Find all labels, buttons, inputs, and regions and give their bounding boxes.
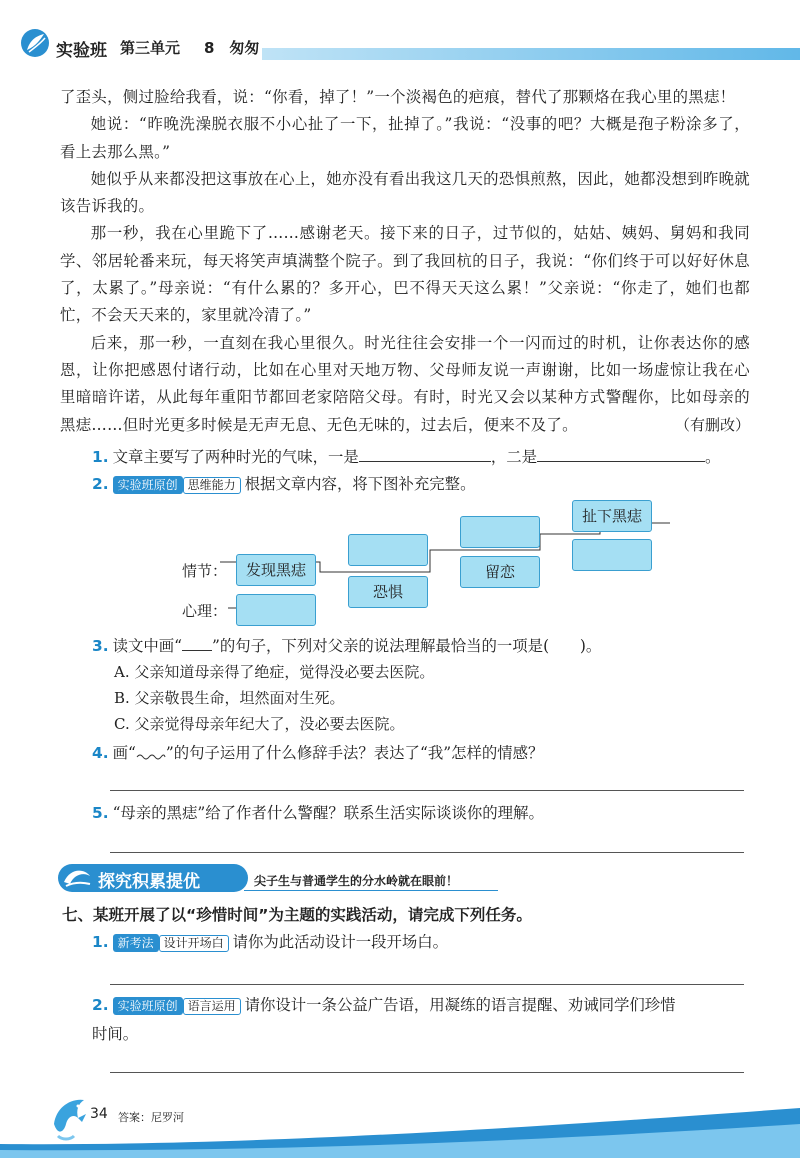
passage-paragraph: 后来，那一秒，一直刻在我心里很久。时光往往会安排一个一闪而过的时机，让你表达你的感恩，让你把感恩付诸行动，比如在心里对天地万物、父母师友说一声谢谢，比如一场虚惊让我在心里暗暗许诺，从此每年重阳节都回老家陪陪父母。有时，时光又会以某种方式警醒你，比如母亲的黑痣……但时光更多时候是无声无息、无色无味的，过去后，便来不及了。: [60, 333, 750, 434]
wave-logo-icon: [62, 866, 92, 890]
passage-paragraph: 了歪头，侧过脸给我看，说：“你看，掉了！”一个淡褐色的疤痕，替代了那颗烙在我心里的黑痣！: [60, 88, 736, 106]
passage-paragraph: 那一秒，我在心里跪下了……感谢老天。接下来的日子，过节似的，姑姑、姨妈、舅妈和我同学、邻居轮番来玩，每天将笑声填满整个院子。到了我回杭的日子，我说：“你们终于可以好好休息了，太累了。”母亲说：“有什么累的？多开心，巴不得天天这么累！”父亲说：“你走了，她们也都忙，不会天天来的，家里就冷清了。”: [60, 224, 750, 325]
answer-box-plot-3[interactable]: [460, 516, 540, 548]
answer-line-task1[interactable]: [110, 984, 744, 985]
box-discover-mole: 发现黑痣: [236, 554, 316, 586]
tag-original: 实验班原创: [113, 997, 183, 1015]
question-number: 2.: [92, 996, 109, 1014]
question-text: 画“: [112, 744, 136, 762]
question-text: ，二是: [490, 448, 538, 466]
question-number: 1.: [92, 448, 109, 466]
box-fear: 恐惧: [348, 576, 428, 608]
passage-paragraph: 她说：“昨晚洗澡脱衣服不小心扯了一下，扯掉了。”我说：“没事的吧？大概是孢子粉涂多了，看上去那么黑。”: [60, 115, 750, 161]
question-number: 4.: [92, 744, 109, 762]
question-text: 根据文章内容，将下图补充完整。: [244, 475, 476, 493]
question-text: ”的句子，下列对父亲的说法理解最恰当的一项是( )。: [212, 637, 602, 655]
answer-line-q4[interactable]: [110, 790, 744, 791]
header-decor-bar: [262, 48, 800, 60]
option-c[interactable]: C. 父亲觉得母亲年纪大了，没必要去医院。: [114, 715, 405, 733]
passage-paragraph: 她似乎从来都没把这事放在心上，她亦没有看出我这几天的恐惧煎熬，因此，她都没想到昨晚就该告诉我的。: [60, 169, 750, 216]
tag-original: 实验班原创: [113, 476, 183, 494]
box-linger: 留恋: [460, 556, 540, 588]
question-text: 。: [705, 448, 721, 466]
source-note: （有删改）: [674, 416, 750, 434]
box-pull-off-mole: 扯下黑痣: [572, 500, 652, 532]
wavy-underline-icon: [136, 747, 166, 761]
section-title: 七、某班开展了以“珍惜时间”为主题的实践活动，请完成下列任务。: [62, 906, 532, 924]
question-text: 请你设计一条公益广告语，用凝练的语言提醒、劝诫同学们珍惜: [244, 996, 676, 1014]
banner-title: 探究积累提优: [98, 872, 200, 892]
banner-slogan: 尖子生与普通学生的分水岭就在眼前！: [254, 874, 459, 888]
tag-skill: 思维能力: [183, 477, 241, 494]
option-b[interactable]: B. 父亲敬畏生命，坦然面对生死。: [114, 689, 345, 707]
tag-skill: 语言运用: [183, 998, 241, 1015]
row-label-mind: 心理：: [182, 602, 228, 620]
answer-blank[interactable]: [537, 446, 705, 462]
answer-note: 答案：尼罗河: [118, 1111, 184, 1124]
answer-box-mind-1[interactable]: [236, 594, 316, 626]
answer-box-plot-2[interactable]: [348, 534, 428, 566]
task-1: [92, 930, 448, 954]
header-lesson: 8 匆匆: [204, 39, 260, 57]
plot-emotion-diagram: [170, 492, 670, 642]
header-title: 实验班: [56, 41, 107, 61]
section-banner: [58, 864, 508, 894]
header-unit: 第三单元: [120, 39, 181, 57]
question-number: 5.: [92, 804, 109, 822]
page-header: [0, 0, 800, 70]
question-number: 3.: [92, 637, 109, 655]
tag-skill: 设计开场白: [159, 935, 229, 952]
answer-blank[interactable]: [359, 446, 491, 462]
option-a[interactable]: A. 父亲知道母亲得了绝症，觉得没必要去医院。: [114, 663, 435, 681]
row-label-plot: 情节：: [182, 562, 228, 580]
question-3: [92, 634, 601, 658]
dolphin-icon: [48, 1094, 90, 1144]
reading-passage: [60, 84, 750, 439]
question-5: [92, 801, 544, 825]
answer-line-q5[interactable]: [110, 852, 744, 853]
question-text: ”的句子运用了什么修辞手法？表达了“我”怎样的情感？: [165, 744, 544, 762]
question-text: 请你为此活动设计一段开场白。: [232, 933, 449, 951]
task-2: [92, 993, 752, 1017]
task-2-cont: 时间。: [92, 1025, 139, 1043]
tag-new-method: 新考法: [113, 934, 159, 952]
question-number: 2.: [92, 475, 109, 493]
question-1: [92, 445, 720, 469]
underline-mark: [182, 635, 212, 651]
question-text: 文章主要写了两种时光的气味，一是: [112, 448, 359, 466]
book-logo-icon: [20, 28, 50, 58]
question-4: [92, 741, 543, 765]
page-number: 34: [90, 1106, 108, 1122]
question-text: “母亲的黑痣”给了作者什么警醒？联系生活实际谈谈你的理解。: [112, 804, 544, 822]
answer-box-mind-4[interactable]: [572, 539, 652, 571]
question-text: 读文中画“: [112, 637, 182, 655]
question-number: 1.: [92, 933, 109, 951]
banner-underline: [244, 890, 498, 891]
answer-line-task2[interactable]: [110, 1072, 744, 1073]
